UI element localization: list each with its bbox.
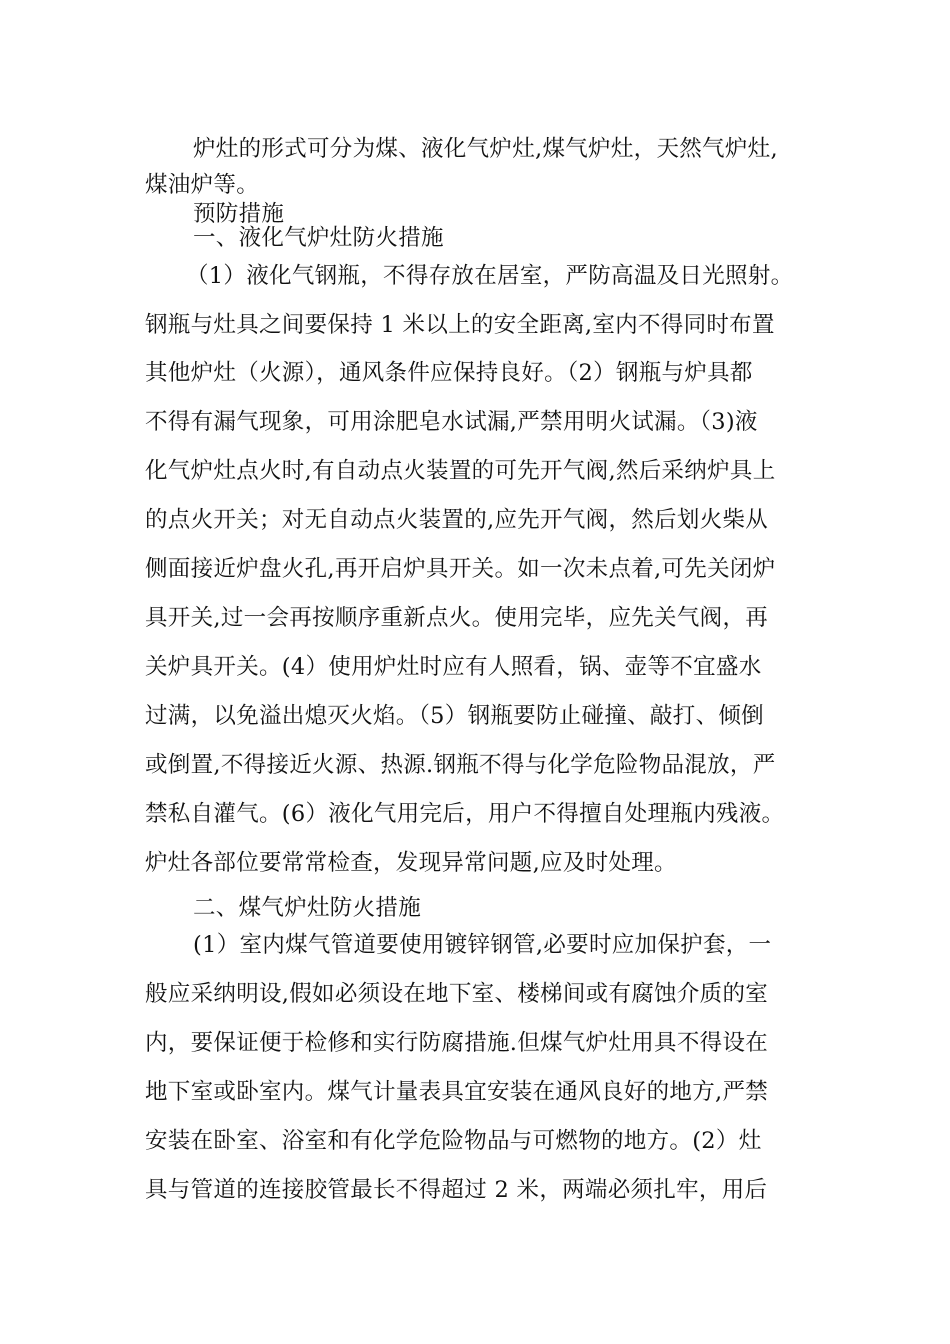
section1-line: 其他炉灶（火源），通风条件应保持良好。（2）钢瓶与炉具都	[145, 360, 753, 386]
section1-line: 或倒置,不得接近火源、热源.钢瓶不得与化学危险物品混放，严	[145, 752, 776, 778]
section2-line: 安装在卧室、浴室和有化学危险物品与可燃物的地方。(2）灶	[145, 1128, 762, 1154]
section1-line: 具开关,过一会再按顺序重新点火。使用完毕，应先关气阀，再	[145, 605, 769, 631]
section1-line: （1）液化气钢瓶，不得存放在居室，严防高温及日光照射。	[186, 263, 794, 289]
intro-line-1: 炉灶的形式可分为煤、液化气炉灶,煤气炉灶，天然气炉灶,	[193, 136, 778, 162]
section1-line: 侧面接近炉盘火孔,再开启炉具开关。如一次未点着,可先关闭炉	[145, 556, 776, 582]
section1-line: 的点火开关；对无自动点火装置的,应先开气阀，然后划火柴从	[145, 507, 769, 533]
section1-heading: 一、液化气炉灶防火措施	[193, 225, 444, 251]
section2-line: (1）室内煤气管道要使用镀锌钢管,必要时应加保护套，一	[193, 932, 772, 958]
section2-heading: 二、煤气炉灶防火措施	[193, 895, 422, 921]
prevention-heading: 预防措施	[193, 201, 285, 227]
intro-line-2: 煤油炉等。	[145, 172, 260, 198]
section1-line: 化气炉灶点火时,有自动点火装置的可先开气阀,然后采纳炉具上	[145, 458, 776, 484]
section2-line: 具与管道的连接胶管最长不得超过 2 米，两端必须扎牢，用后	[145, 1177, 768, 1203]
section1-line: 钢瓶与灶具之间要保持 1 米以上的安全距离,室内不得同时布置	[145, 312, 775, 338]
section2-line: 内，要保证便于检修和实行防腐措施.但煤气炉灶用具不得设在	[145, 1030, 769, 1056]
section1-line: 炉灶各部位要常常检查，发现异常问题,应及时处理。	[145, 850, 677, 876]
section2-line: 地下室或卧室内。煤气计量表具宜安装在通风良好的地方,严禁	[145, 1079, 769, 1105]
section1-line: 过满，以免溢出熄灭火焰。（5）钢瓶要防止碰撞、敲打、倾倒	[145, 703, 764, 729]
section1-line: 关炉具开关。(4）使用炉灶时应有人照看，锅、壶等不宜盛水	[145, 654, 762, 680]
section2-line: 般应采纳明设,假如必须设在地下室、楼梯间或有腐蚀介质的室	[145, 981, 769, 1007]
section1-line: 禁私自灌气。(6）液化气用完后，用户不得擅自处理瓶内残液。	[145, 801, 785, 827]
section1-line: 不得有漏气现象，可用涂肥皂水试漏,严禁用明火试漏。（3)液	[145, 409, 758, 435]
